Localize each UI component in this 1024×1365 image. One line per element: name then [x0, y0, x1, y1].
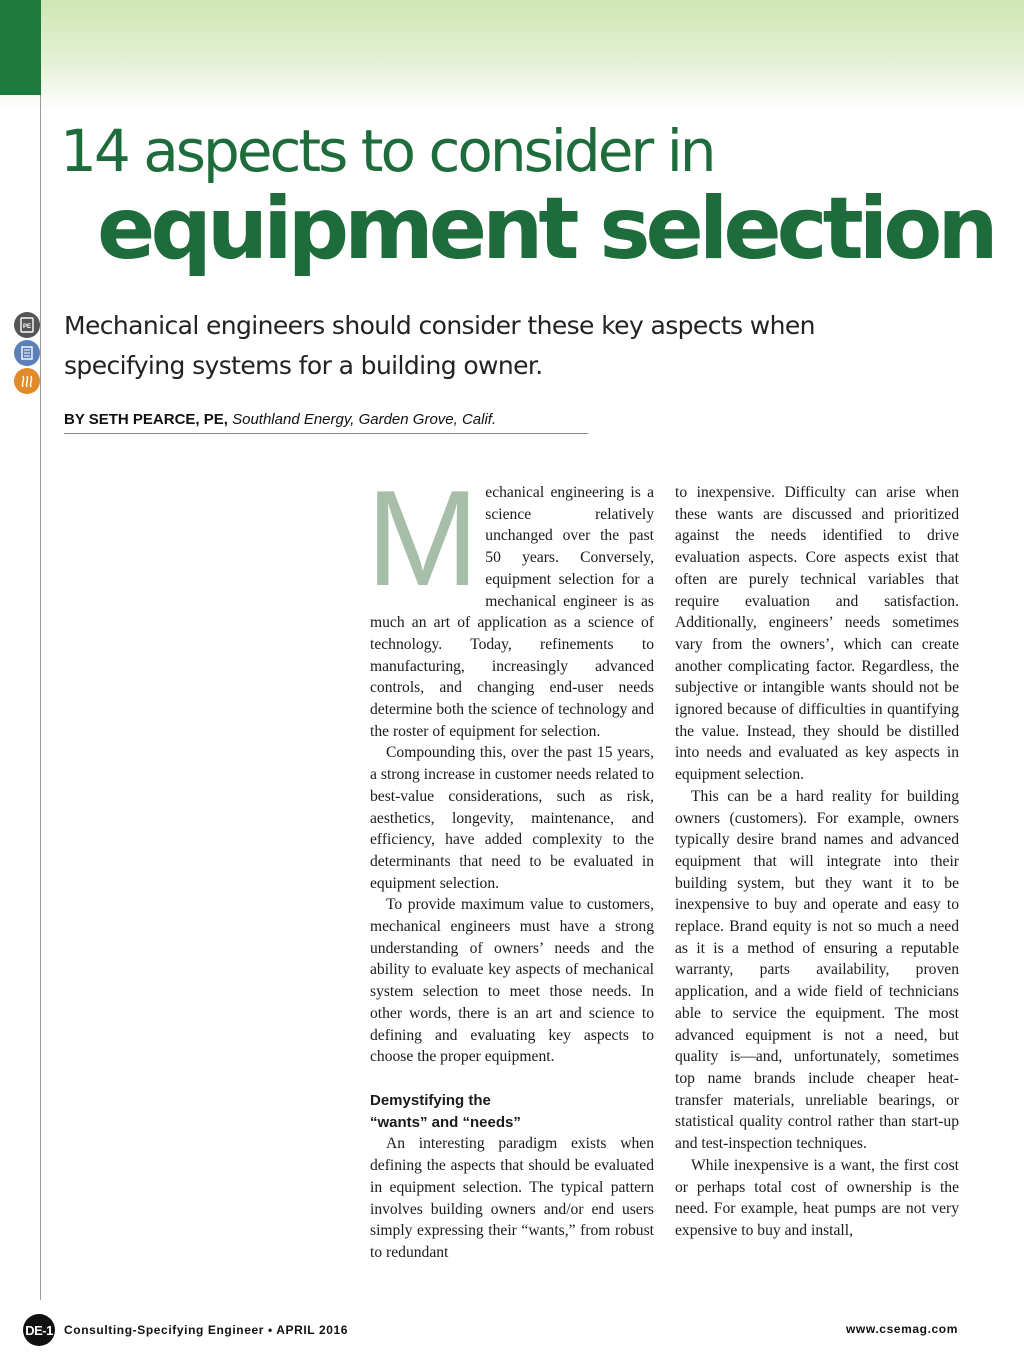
- heat-icon: [14, 368, 40, 394]
- subhead-line-2: “wants” and “needs”: [370, 1113, 521, 1131]
- col2-paragraph-1: to inexpensive. Difficulty can arise when these wants are discussed and prioritized against the needs identified to drive evaluation aspects. Core aspects exist that often are purely technical variables that require evaluation and satisfaction. Additionally, engineers’ needs sometimes vary from the owners’, which can create another complicating factor. Regardless, the subjective or intangible wants should not be ignored because of difficulties in quantifying the value. Instead, they should be distilled into needs and evaluated as key aspects in equipment selection.: [675, 484, 959, 784]
- header-gradient-band: [0, 0, 1024, 110]
- section-subhead: [370, 1090, 654, 1133]
- building-icon: [14, 340, 40, 366]
- pe-icon-label: PE: [22, 324, 32, 330]
- drop-cap: M: [366, 462, 480, 614]
- col1-paragraph-1: echanical engineering is a science relatively unchanged over the past 50 years. Conversely, equipment selection for a mechanical engineer is as much an art of application as a science of technology. Today, refinements to manufacturing, increasingly advanced controls, and changing end-user needs determine both the science of technology and the roster of equipment for selection.: [370, 484, 654, 740]
- left-margin-rule: [40, 95, 41, 1300]
- footer-url: www.csemag.com: [846, 1322, 958, 1336]
- pe-icon: [14, 312, 40, 338]
- learning-objective-icons: [14, 312, 42, 396]
- title-line-1: 14 aspects to consider in: [60, 117, 714, 185]
- subhead-line-1: Demystifying the: [370, 1091, 491, 1109]
- body-column-2: [675, 482, 959, 1242]
- footer-publication: Consulting-Specifying Engineer • APRIL 2016: [64, 1323, 349, 1337]
- section-color-tab: [0, 0, 41, 95]
- byline-affiliation: Southland Energy, Garden Grove, Calif.: [232, 411, 497, 428]
- col1-paragraph-2: Compounding this, over the past 15 years, a strong increase in customer needs related to best-value considerations, such as risk, aesthetics, longevity, maintenance, and efficiency, have added complexity to the determinants that need to be evaluated in equipment selection.: [370, 744, 654, 892]
- col1-paragraph-3: To provide maximum value to customers, mechanical engineers must have a strong understanding of owners’ needs and the ability to evaluate key aspects of mechanical system selection to meet those needs. In other words, there is an art and science to defining and evaluating key aspects to choose the proper equipment.: [370, 896, 654, 1066]
- col1-paragraph-4: An interesting paradigm exists when defining the aspects that should be evaluated in equipment selection. The typical pattern involves building owners and/or end users simply expressing their “wants,” from robust to redundant: [370, 1135, 654, 1261]
- col2-paragraph-2: This can be a hard reality for building owners (customers). For example, owners typically desire brand names and advanced equipment that will integrate into their building system, but they want it to be inexpensive to buy and operate and easy to replace. Brand equity is not so much a need as it is a method of ensuring a reputable warranty, parts availability, proven application, and a wide field of technicians able to service the equipment. The most advanced equipment is not a need, but quality is—and, unfortunately, sometimes top name brands include cheaper heat-transfer materials, unreliable bearings, or statistical quality control rather than start-up and test-inspection techniques.: [675, 787, 959, 1153]
- footer-left: [23, 1314, 348, 1346]
- body-column-1: [366, 462, 654, 1264]
- article-dek: Mechanical engineers should consider these key aspects when specifying systems for a building owner.: [64, 311, 815, 380]
- col2-paragraph-3: While inexpensive is a want, the first cost or perhaps total cost of ownership is the need. For example, heat pumps are not very expensive to buy and install,: [675, 1156, 959, 1239]
- title-line-2: equipment selection: [97, 179, 994, 279]
- byline: [64, 411, 588, 434]
- byline-author: BY SETH PEARCE, PE,: [64, 411, 228, 428]
- page-number-badge: DE-1: [23, 1314, 55, 1346]
